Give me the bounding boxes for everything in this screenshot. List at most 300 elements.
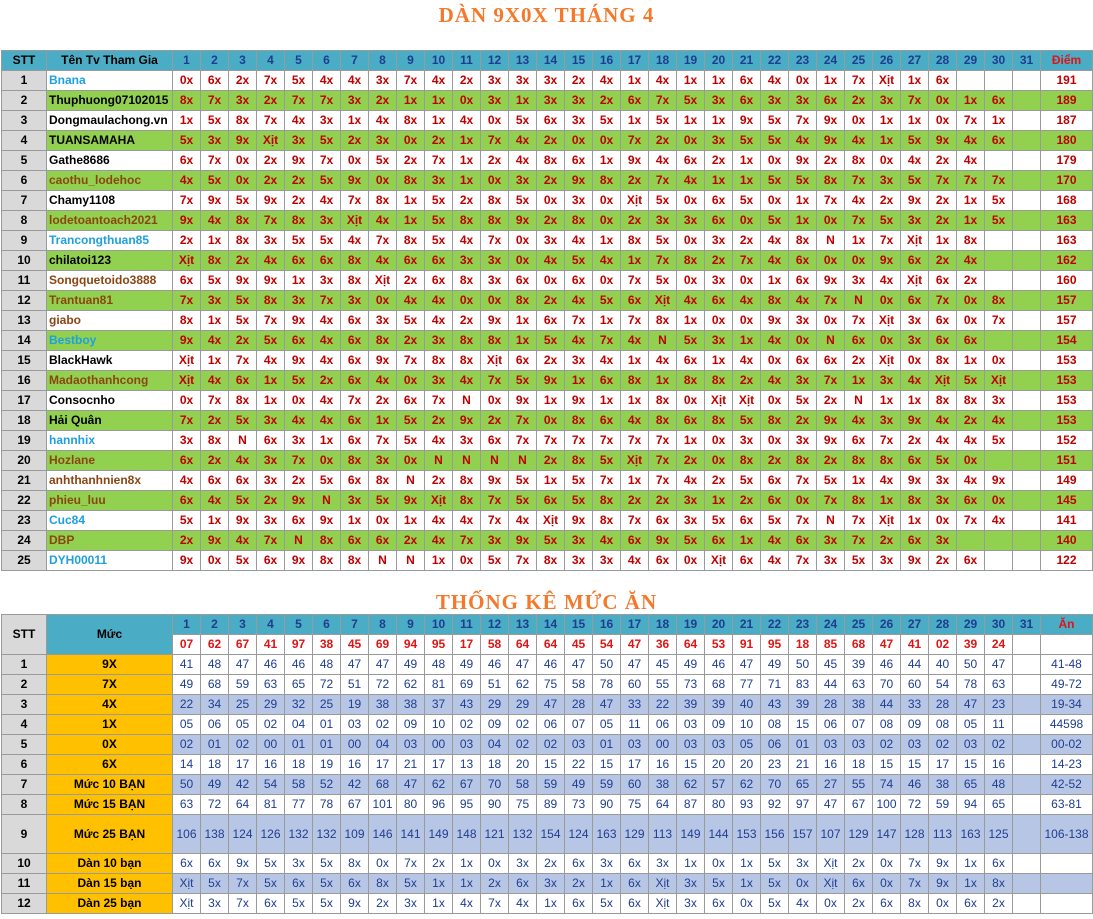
table-cell: 6x — [957, 491, 985, 511]
stats-cell: 02 — [929, 735, 957, 755]
stats-cell — [1013, 715, 1041, 735]
table-cell: 5x — [509, 371, 537, 391]
member-name: Cuc84 — [47, 511, 173, 531]
table-cell: N — [229, 431, 257, 451]
row-stt: 11 — [2, 874, 47, 894]
stats-cell: 129 — [845, 815, 873, 854]
stats-cell: 47 — [369, 655, 397, 675]
table-cell: 1x — [677, 71, 705, 91]
stats-cell: 46 — [285, 655, 313, 675]
table-cell: 0x — [705, 311, 733, 331]
stats-cell: 21 — [397, 755, 425, 775]
row-stt: 10 — [2, 854, 47, 874]
stats-cell: 59 — [537, 775, 565, 795]
table-cell: 7x — [341, 191, 369, 211]
table-cell: 2x — [425, 471, 453, 491]
table-cell: 9x — [229, 271, 257, 291]
top-number: 62 — [201, 635, 229, 655]
stats-cell: 113 — [929, 815, 957, 854]
table-cell: 9x — [285, 491, 313, 511]
stats-cell: 02 — [257, 715, 285, 735]
table-cell: 9x — [201, 191, 229, 211]
stats-cell: Xịt — [173, 874, 201, 894]
stats-cell: 02 — [369, 715, 397, 735]
table-cell: 6x — [705, 191, 733, 211]
stats-cell: 16 — [649, 755, 677, 775]
stats-cell: 06 — [817, 715, 845, 735]
table-cell: 1x — [201, 351, 229, 371]
stats-cell: 47 — [957, 695, 985, 715]
table-cell — [1013, 511, 1041, 531]
table-cell: 3x — [341, 491, 369, 511]
table-cell: 7x — [425, 151, 453, 171]
stats-cell: 03 — [845, 735, 873, 755]
table-cell: 0x — [313, 451, 341, 471]
stats-cell: 50 — [789, 655, 817, 675]
table-cell: 4x — [761, 231, 789, 251]
stats-cell: 48 — [313, 655, 341, 675]
table-cell: 9x — [369, 351, 397, 371]
table-cell: 3x — [425, 371, 453, 391]
stats-cell: 67 — [845, 795, 873, 815]
table-cell: 0x — [677, 131, 705, 151]
table-cell: 0x — [873, 151, 901, 171]
table-cell: 5x — [201, 171, 229, 191]
table-cell: 6x — [173, 491, 201, 511]
table-cell: 8x — [845, 451, 873, 471]
member-points: 153 — [1041, 371, 1093, 391]
table-cell — [1013, 431, 1041, 451]
member-name: hannhix — [47, 431, 173, 451]
stats-cell: 01 — [593, 735, 621, 755]
table-row — [2, 171, 1093, 191]
table-cell: 5x — [789, 171, 817, 191]
table-cell: 8x — [453, 491, 481, 511]
table-row — [2, 91, 1093, 111]
table-cell: 3x — [565, 551, 593, 571]
row-stt: 9 — [2, 815, 47, 854]
table-cell: 9x — [285, 551, 313, 571]
stats-cell: 44 — [817, 675, 845, 695]
table-cell: 4x — [649, 71, 677, 91]
table-cell: 1x — [425, 111, 453, 131]
table-cell: 2x — [649, 131, 677, 151]
stats-cell: 69 — [453, 675, 481, 695]
table-cell: 9x — [565, 171, 593, 191]
stats-cell: 25 — [313, 695, 341, 715]
member-name: Consocnho — [47, 391, 173, 411]
stats-cell: 1x — [733, 874, 761, 894]
table-cell — [1013, 211, 1041, 231]
stats-label: Dàn 15 bạn — [47, 874, 173, 894]
table-cell: 0x — [957, 311, 985, 331]
table-cell: 3x — [789, 91, 817, 111]
table-cell: Xịt — [901, 271, 929, 291]
stats-cell: 21 — [789, 755, 817, 775]
table-cell: 0x — [285, 391, 313, 411]
header-day: 23 — [789, 51, 817, 71]
stats-cell: 22 — [649, 695, 677, 715]
member-points: 151 — [1041, 451, 1093, 471]
table-cell: 8x — [453, 331, 481, 351]
table-cell: 8x — [229, 211, 257, 231]
header-day: 15 — [565, 615, 593, 635]
table-cell: 3x — [313, 211, 341, 231]
table-row — [2, 291, 1093, 311]
table-cell: 6x — [285, 251, 313, 271]
stats-cell: 62 — [509, 675, 537, 695]
table-cell: 0x — [593, 191, 621, 211]
table-cell: 9x — [817, 111, 845, 131]
table-cell: Xịt — [873, 311, 901, 331]
table-cell: 0x — [705, 451, 733, 471]
stats-cell: 6x — [173, 854, 201, 874]
table-cell: 7x — [565, 311, 593, 331]
table-cell: 2x — [481, 411, 509, 431]
table-cell: 6x — [733, 91, 761, 111]
table-cell: 2x — [537, 211, 565, 231]
table-cell: 3x — [873, 91, 901, 111]
table-cell: 0x — [845, 111, 873, 131]
table-cell: 4x — [761, 531, 789, 551]
table-cell: 9x — [341, 171, 369, 191]
table-row — [2, 511, 1093, 531]
table-cell: 8x — [957, 391, 985, 411]
table-cell: 1x — [425, 91, 453, 111]
stats-cell: 5x — [285, 894, 313, 914]
table-cell: 6x — [201, 471, 229, 491]
table-cell: N — [369, 551, 397, 571]
stats-cell: 5x — [313, 874, 341, 894]
table-cell: 8x — [341, 251, 369, 271]
table-cell: 8x — [397, 171, 425, 191]
table-cell: 7x — [789, 111, 817, 131]
table-cell: 2x — [257, 171, 285, 191]
table-cell: 2x — [257, 151, 285, 171]
stats-cell: 51 — [341, 675, 369, 695]
stats-cell: 74 — [873, 775, 901, 795]
table-cell: 3x — [313, 111, 341, 131]
table-cell: 8x — [173, 91, 201, 111]
table-cell: 0x — [733, 211, 761, 231]
table-cell: 6x — [649, 511, 677, 531]
stats-cell: 39 — [789, 695, 817, 715]
table-cell: 6x — [761, 491, 789, 511]
table-cell: 7x — [425, 391, 453, 411]
table-cell: 8x — [789, 231, 817, 251]
table-cell: 1x — [593, 391, 621, 411]
stats-cell: 58 — [565, 675, 593, 695]
stats-cell: 38 — [397, 695, 425, 715]
table-cell: 3x — [705, 91, 733, 111]
header-day: 3 — [229, 615, 257, 635]
table-cell: Xịt — [901, 231, 929, 251]
table-cell: 5x — [845, 551, 873, 571]
table-cell: 8x — [761, 291, 789, 311]
table-cell: 3x — [565, 91, 593, 111]
stats-cell: 45 — [649, 655, 677, 675]
stats-cell: 18 — [285, 755, 313, 775]
stats-cell: 80 — [705, 795, 733, 815]
stats-label: 9X — [47, 655, 173, 675]
stats-cell — [1013, 695, 1041, 715]
table-cell: N — [453, 391, 481, 411]
table-cell: 0x — [817, 251, 845, 271]
table-cell: Xịt — [341, 211, 369, 231]
member-name: Bestboy — [47, 331, 173, 351]
table-cell: 4x — [229, 451, 257, 471]
table-cell: 8x — [341, 551, 369, 571]
stats-cell: 09 — [705, 715, 733, 735]
table-cell: 1x — [509, 331, 537, 351]
table-cell — [1013, 491, 1041, 511]
stats-cell: 23 — [985, 695, 1013, 715]
table-cell: 8x — [425, 351, 453, 371]
table-cell: 5x — [313, 471, 341, 491]
table-cell: 3x — [901, 311, 929, 331]
stats-cell: 72 — [369, 675, 397, 695]
stats-cell: 45 — [817, 655, 845, 675]
table-cell: 5x — [285, 71, 313, 91]
table-cell: 5x — [229, 551, 257, 571]
stats-cell: 95 — [453, 795, 481, 815]
stats-cell: 6x — [257, 894, 285, 914]
table-cell: N — [509, 451, 537, 471]
table-cell: 7x — [481, 511, 509, 531]
member-points: 154 — [1041, 331, 1093, 351]
table-cell — [1013, 371, 1041, 391]
member-points: 149 — [1041, 471, 1093, 491]
table-cell: 5x — [901, 131, 929, 151]
member-name: Hozlane — [47, 451, 173, 471]
table-cell: 1x — [509, 91, 537, 111]
table-cell — [1013, 91, 1041, 111]
table-cell — [985, 551, 1013, 571]
table-cell: 8x — [593, 511, 621, 531]
table-cell: 9x — [733, 111, 761, 131]
table-cell: 3x — [481, 271, 509, 291]
header-day: 29 — [957, 615, 985, 635]
table-cell: 1x — [957, 91, 985, 111]
stats-row — [2, 795, 1093, 815]
row-stt: 10 — [2, 251, 47, 271]
stats-header-muc: Mức — [47, 615, 173, 655]
table-cell: 0x — [957, 451, 985, 471]
table-cell: 4x — [453, 111, 481, 131]
table-cell: 0x — [929, 91, 957, 111]
table-cell: 1x — [733, 171, 761, 191]
table-cell: 2x — [733, 231, 761, 251]
table-cell: 6x — [845, 331, 873, 351]
table-cell: 4x — [453, 511, 481, 531]
table-row — [2, 351, 1093, 371]
table-cell: 5x — [201, 271, 229, 291]
table-cell: 6x — [901, 451, 929, 471]
table-cell: 2x — [817, 391, 845, 411]
table-cell — [1013, 291, 1041, 311]
stats-cell: 5x — [761, 874, 789, 894]
stats-cell: 5x — [593, 894, 621, 914]
stats-cell: 47 — [509, 655, 537, 675]
stats-cell: 05 — [173, 715, 201, 735]
table-cell: 6x — [845, 431, 873, 451]
table-cell: 4x — [957, 131, 985, 151]
table-cell: 0x — [537, 191, 565, 211]
stats-cell: 06 — [537, 715, 565, 735]
table-cell: 8x — [341, 451, 369, 471]
stats-cell: 02 — [873, 735, 901, 755]
table-cell: 5x — [761, 211, 789, 231]
row-stt: 6 — [2, 755, 47, 775]
table-cell: 9x — [285, 311, 313, 331]
table-cell: 1x — [369, 411, 397, 431]
table-row — [2, 331, 1093, 351]
table-cell: 5x — [509, 111, 537, 131]
member-name: DYH00011 — [47, 551, 173, 571]
table-cell: 2x — [397, 531, 425, 551]
table-cell: 5x — [929, 451, 957, 471]
stats-cell: 126 — [257, 815, 285, 854]
table-cell: 8x — [369, 471, 397, 491]
table-cell: 0x — [677, 271, 705, 291]
table-cell: 7x — [845, 531, 873, 551]
stats-cell: 75 — [537, 675, 565, 695]
stats-cell: 22 — [173, 695, 201, 715]
stats-cell: 113 — [649, 815, 677, 854]
row-stt: 2 — [2, 91, 47, 111]
table-cell: 2x — [425, 131, 453, 151]
stats-cell: 47 — [229, 655, 257, 675]
stats-cell: 0x — [817, 894, 845, 914]
table-cell: 3x — [817, 551, 845, 571]
table-cell: 4x — [313, 411, 341, 431]
table-cell: 4x — [425, 511, 453, 531]
table-cell — [1013, 191, 1041, 211]
table-cell: Xịt — [621, 191, 649, 211]
table-cell: 7x — [341, 391, 369, 411]
stats-cell: 02 — [985, 735, 1013, 755]
table-cell: 2x — [397, 271, 425, 291]
table-row — [2, 471, 1093, 491]
stats-cell: 18 — [481, 755, 509, 775]
table-cell: 7x — [313, 91, 341, 111]
stats-cell: Xịt — [173, 894, 201, 914]
stats-row — [2, 655, 1093, 675]
blank-cell — [1041, 635, 1093, 655]
table-cell: 1x — [621, 391, 649, 411]
table-cell: 3x — [565, 351, 593, 371]
stats-cell: 132 — [313, 815, 341, 854]
table-cell: 6x — [649, 551, 677, 571]
stats-cell — [1013, 675, 1041, 695]
stats-cell: 46 — [537, 655, 565, 675]
member-points: 145 — [1041, 491, 1093, 511]
table-cell: 0x — [929, 511, 957, 531]
table-row — [2, 251, 1093, 271]
stats-cell: 0x — [789, 874, 817, 894]
member-name: TUANSAMAHA — [47, 131, 173, 151]
stats-cell: 8x — [341, 854, 369, 874]
table-cell: 6x — [313, 251, 341, 271]
member-name: Chamy1108 — [47, 191, 173, 211]
table-cell: 7x — [257, 211, 285, 231]
row-stt: 3 — [2, 111, 47, 131]
table-cell: 3x — [257, 471, 285, 491]
stats-cell: 38 — [369, 695, 397, 715]
header-day: 20 — [705, 615, 733, 635]
stats-cell: 70 — [873, 675, 901, 695]
stats-cell: 29 — [509, 695, 537, 715]
table-cell: 3x — [313, 271, 341, 291]
stats-cell: Xịt — [817, 874, 845, 894]
table-cell: 8x — [313, 551, 341, 571]
table-cell: 8x — [761, 411, 789, 431]
member-points: 141 — [1041, 511, 1093, 531]
stats-cell: 08 — [929, 715, 957, 735]
member-points: 191 — [1041, 71, 1093, 91]
stats-cell: 7x — [397, 854, 425, 874]
top-number: 07 — [173, 635, 201, 655]
table-cell: 7x — [257, 311, 285, 331]
stats-cell: 49 — [201, 775, 229, 795]
stats-cell: 100 — [873, 795, 901, 815]
table-cell: 2x — [929, 191, 957, 211]
stats-cell: 8x — [369, 874, 397, 894]
row-stt: 4 — [2, 715, 47, 735]
stats-cell: 68 — [369, 775, 397, 795]
table-cell: 0x — [733, 271, 761, 291]
table-cell: 0x — [733, 311, 761, 331]
table-cell: 4x — [733, 351, 761, 371]
table-cell: 4x — [733, 291, 761, 311]
stats-cell: 132 — [509, 815, 537, 854]
stats-cell — [1013, 854, 1041, 874]
top-number: 18 — [789, 635, 817, 655]
stats-cell: 94 — [957, 795, 985, 815]
table-cell: 2x — [621, 491, 649, 511]
table-cell: 7x — [817, 491, 845, 511]
top-number: 47 — [621, 635, 649, 655]
table-cell: 6x — [901, 251, 929, 271]
table-cell: 7x — [397, 71, 425, 91]
table-cell: 9x — [201, 531, 229, 551]
stats-cell: 1x — [425, 874, 453, 894]
table-cell: 1x — [621, 71, 649, 91]
table-cell: 4x — [341, 231, 369, 251]
table-cell: 8x — [845, 151, 873, 171]
header-day: 18 — [649, 51, 677, 71]
table-cell: 0x — [789, 331, 817, 351]
table-cell: 4x — [313, 391, 341, 411]
table-cell: 2x — [285, 171, 313, 191]
stats-cell: 55 — [845, 775, 873, 795]
table-cell: 2x — [537, 291, 565, 311]
stats-cell: 6x — [509, 874, 537, 894]
stats-cell: 25 — [229, 695, 257, 715]
table-cell: 5x — [425, 211, 453, 231]
table-cell: 0x — [369, 511, 397, 531]
table-cell: 2x — [845, 351, 873, 371]
table-cell: 7x — [929, 291, 957, 311]
table-cell: 5x — [229, 191, 257, 211]
table-cell: 5x — [397, 431, 425, 451]
table-cell: 2x — [929, 211, 957, 231]
row-stt: 24 — [2, 531, 47, 551]
table-cell: 7x — [173, 411, 201, 431]
stats-cell: 8x — [901, 894, 929, 914]
stats-cell: 00 — [257, 735, 285, 755]
header-day: 22 — [761, 51, 789, 71]
